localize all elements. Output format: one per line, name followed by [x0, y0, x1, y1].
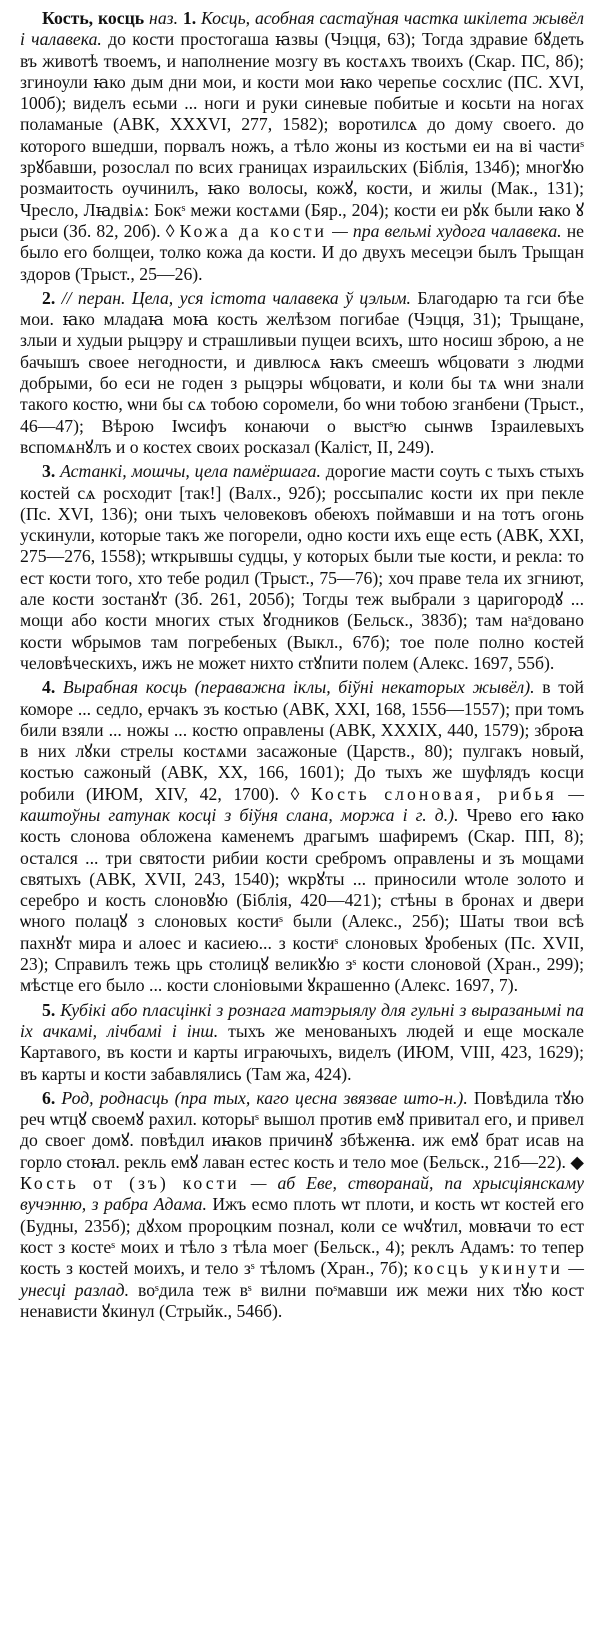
- sense-quotations: дорогие масти соуть с тыхъ стыхъ костей сѧ росходит [так!] (Валх., 92б); россыпалис кости их при пекле (Пс. XVI, 136); они тыхъ человековъ обеюхъ поймавши и на тотъ огонь ускинули, которые такъ же погорели, одно кости ихъ еще есть (АВК, XXI, 275—276, 1558); ѡткрывшы судцы, у которых были тые кости, и рекла: то ест кости того, хто тебе родил (Трыст., 75—76); хоч праве тела их згниют, але кости зостанꙋт (Зб. 261, 205б); Тогды теж выбрали з царигородꙋ ... мощи або кости многих стых ꙋгодников (Бельск., 383б); там наˢдовано кости ѡбрымов там погребеных (Выкл., 67б); тое поле полно костей человѣческихъ, ижъ не может нихто стꙋпити полем (Алекс. 1697, 55б).: [20, 461, 585, 673]
- phrase-quotations: Ижъ есмо плоть ѡт плоти, и кость ѡт костей его (Будны, 235б); дꙋхом пророцким познал, коли се ѡчꙋтил, мовꙗчи то ест кост з костеˢ моих и тѣло з тѣла моег (Бельск., 4); реклъ Адамъ: то тепер кость з костей моихъ, и тело зˢ тѣломъ (Хран., 7б);: [20, 1194, 585, 1279]
- sense-number: 4.: [42, 677, 56, 698]
- sense-6: [20, 1088, 584, 1322]
- sense-number: 5.: [42, 999, 56, 1020]
- sense-definition: Вырабная косць (пераважна іклы, біўні некаторых жывёл).: [62, 677, 535, 698]
- phrase-marker: ◆: [570, 1151, 584, 1172]
- headword: Кость, косць: [42, 8, 145, 28]
- sense-number: 6.: [42, 1087, 56, 1108]
- phrase-headword: Кожа да кости: [179, 220, 327, 241]
- sense-number: 1.: [182, 8, 197, 28]
- phrase-definition-2: — унесці разлад.: [20, 1258, 584, 1300]
- sense-number: 2.: [42, 287, 56, 308]
- sense-5: [20, 1000, 584, 1085]
- sense-2: [20, 288, 584, 458]
- sense-quotations: до кости простогаша ꙗзвы (Чэцця, 63); Тогда здравие бꙋдеть въ животѣ твоемъ, и наполнение мозгу въ костѧхъ твоихъ (Скар. ПС, 8б); згиноули ꙗко дым дни мои, и кости мои ꙗко черепье сосхлис (ПС. XVI, 100б); виделъ есьми ... ноги и руки синевые побитые и косьти на ногах поламаные (АВК, XXXVI, 277, 1582); воротилсѧ до дому своего. до которого вшедши, порвалъ ножъ, а тѣло жоны из костьми еи на ві частиˢ зрꙋбавши, розослал по всих границах израильских (Біблія, 134б); многꙋю розмаитость оучинилъ, ꙗко волосы, кожꙋ, кости, и жилы (Мак., 131); Чресло, Лꙗдвіѧ: Бокˢ межи костѧми (Бяр., 204); кости еи рꙋк были ꙗко ꙋ рыси (Зб. 82, 20б).: [20, 29, 584, 241]
- sense-3: [20, 461, 584, 674]
- phrase-quotations: Чрево его ꙗко кость слонова обложена каменемъ драгымъ шафиремъ (Скар. ПП, 8); остался ... три святости рибии кости сребромъ оправлены и зъ мощами святыхъ (АВК, XVII, 243, 1540); ѡкрꙋты ... приносили ѡтоле золото и серебро и кость слоновꙋю (Біблія, 420—421); стѣны в бронах и двери ѡного полацꙋ з слоновых костиˢ были (Алекс., 25б); Шаты твои всѣ пахнꙋт мира и алоес и касиею... з костиˢ слоновых ꙋробеных (Пс. XVII, 23); Справилъ тежь црь столицꙋ великꙋю зˢ кости слоновой (Хран., 299); мѣстце его было ... кости слоніовыми ꙋкрашенно (Алекс. 1697, 7).: [20, 804, 585, 996]
- phrase-headword-2: косць укинути: [413, 1258, 563, 1279]
- phrase-headword: Кость от (зъ) кости: [20, 1173, 240, 1194]
- sense-4: [20, 677, 584, 996]
- phrase-definition: — аб Еве, створанай, па хрысціянскаму вучэнню, з рабра Адама.: [20, 1173, 584, 1215]
- phrase-quotations: не было его болщеи, толко кожа да кости. И до двухъ месецэи былъ Трыщан здоров (Трыст., 25—26).: [20, 220, 585, 284]
- sense-quotations: Благодарю та гси бѣе мои. ꙗко младаꙗ моꙗ кость желѣзом погибае (Чэцця, 31); Трыщане, злыи и худыи рыцэру и страшливыи пущеи всихъ, што носиш зброю, а не бачышъ своее негодности, и дивлюсѧ ꙗкъ смеешъ ѡбцовати з людми добрыми, бо еси не годен з рыцэры ѡбцовати, и коли бы тѧ ѡни знали такого костю, ѡни бы сѧ тобою соромели, бо ѡни тобою зганбени (Трыст., 46—47); Вѣрою Іѡсифъ конаючи о выстˢю сынѡв Ізраилевыхъ вспомѧнꙋлъ и о костех своих росказал (Каліст, II, 249).: [20, 287, 585, 457]
- phrase-definition: — пра вельмі худога чалавека.: [332, 220, 562, 241]
- sense-definition: // перан. Цела, уся істота чалавека ў цэлым.: [61, 287, 411, 308]
- sense-quotations: Повѣдила тꙋю реч ѡтцꙋ своемꙋ рахил. которыˢ вышол против емꙋ привитал его, и привел до своег домꙋ. повѣдил иꙗков причинꙋ збѣженꙗ. иж емꙋ брат исав на горло стоꙗл. рекль емꙋ лаван естес кость и тело мое (Бельск., 21б—22).: [20, 1087, 585, 1172]
- sense-1: [20, 8, 584, 285]
- phrase-headword: Кость слоновая, рибья: [310, 783, 557, 804]
- grammar-label: наз.: [149, 8, 178, 28]
- sense-definition: Косць, асобная састаўная частка шкілета жывёл і чалавека.: [20, 8, 585, 50]
- phrase-marker: ◊: [290, 783, 300, 804]
- sense-quotations: тыхъ же менованыхъ людей и еще москале Картавого, въ кости и карты играючыхъ, виделъ (ИЮМ, VIII, 423, 1629); въ карты и кости забавлялись (Там жа, 424).: [20, 1020, 585, 1084]
- sense-quotations: в той коморе ... седло, ерчакъ зъ костью (АВК, XXI, 168, 1556—1557); при томъ били взяли ... ножы ... костю оправлены (АВК, XXXIX, 440, 1579); зброꙗ в них лꙋки стрелы костѧми засажоные (Царств., 80); пулгакъ новый, костью сажоный (АВК, XX, 166, 1601); До тыхъ же шуфлядъ косци робили (ИЮМ, XIV, 42, 1700).: [20, 677, 585, 804]
- phrase-quotations-2: воˢдила теж вˢ вилни поˢмавши иж межи них тꙋю кост ненависти ꙋкинул (Стрыйк., 546б).: [20, 1279, 585, 1321]
- sense-definition: Астанкі, мошчы, цела памёршага.: [60, 461, 321, 482]
- sense-definition: Кубікі або пласцінкі з рознага матэрыялу для гульні з выразанымі па іх ачкамі, лічбамі і інш.: [20, 999, 584, 1041]
- sense-number: 3.: [42, 461, 56, 482]
- phrase-marker: ◊: [165, 220, 175, 241]
- phrase-definition: — каштоўны гатунак косці з біўня слана, моржа і г. д.).: [20, 783, 585, 825]
- sense-definition: Род, роднасць (пра тых, каго цесна звязвае што-н.).: [61, 1087, 468, 1108]
